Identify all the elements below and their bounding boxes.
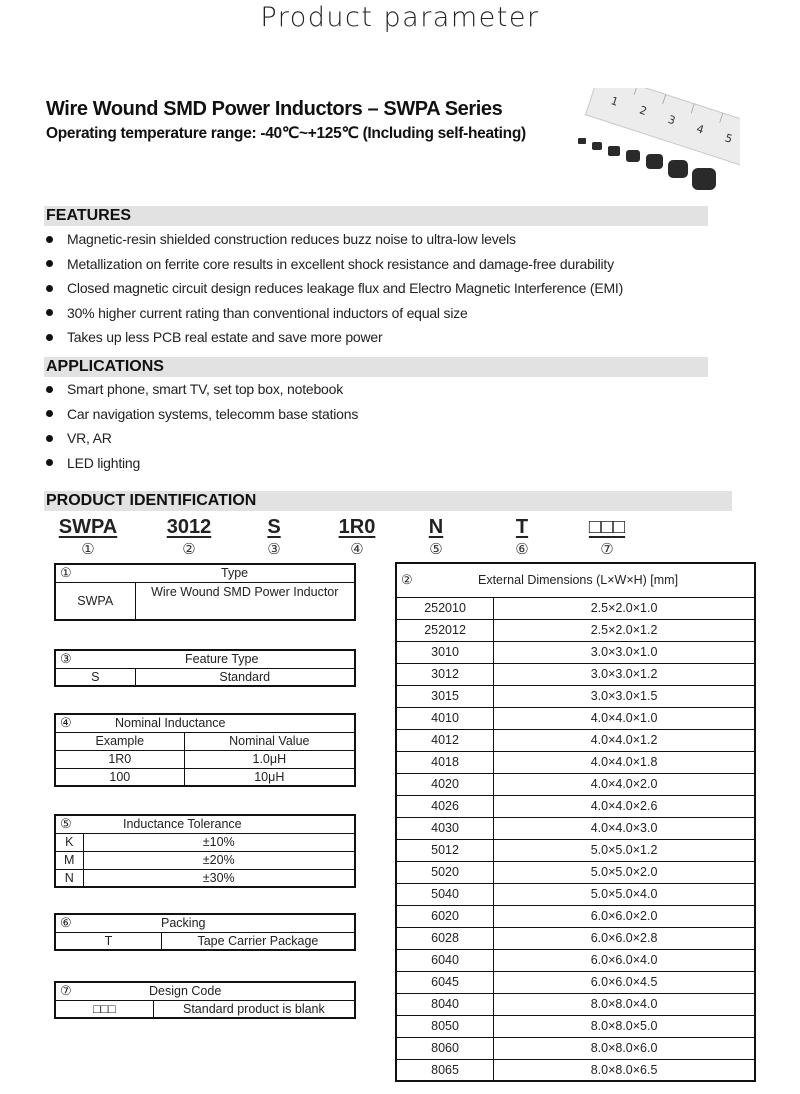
value-cell: 4.0×4.0×1.0 — [494, 707, 755, 729]
part-code-segment: S — [267, 516, 281, 538]
applications-list — [46, 377, 358, 475]
part-code-segment: N — [428, 516, 444, 538]
code-cell: M — [55, 851, 83, 869]
application-item-text: Car navigation systems, telecomm base stations — [67, 405, 359, 422]
code-cell: 5040 — [396, 883, 494, 905]
applications-heading: APPLICATIONS — [44, 357, 708, 377]
value-cell: 4.0×4.0×1.8 — [494, 751, 755, 773]
inductance-row — [55, 750, 355, 768]
code-cell: 3015 — [396, 685, 494, 707]
dimension-row — [396, 883, 755, 905]
part-code-segment: T — [515, 516, 529, 538]
part-code-index: ② — [182, 540, 196, 558]
value-cell: 5.0×5.0×2.0 — [494, 861, 755, 883]
dimension-row — [396, 597, 755, 619]
feature-description: Standard — [135, 668, 355, 686]
code-cell: 4012 — [396, 729, 494, 751]
code-cell: 4030 — [396, 817, 494, 839]
code-cell: 6040 — [396, 949, 494, 971]
series-title: Wire Wound SMD Power Inductors – SWPA Series — [46, 98, 503, 120]
inductance-col-example: Example — [55, 732, 184, 750]
design-code-table — [54, 981, 356, 1019]
inductance-table-title: Nominal Inductance — [83, 714, 355, 732]
value-cell: 10μH — [184, 768, 355, 786]
bullet-icon — [46, 334, 53, 341]
code-cell: 5012 — [396, 839, 494, 861]
tolerance-table-number: ⑤ — [55, 815, 83, 833]
value-cell: 8.0×8.0×5.0 — [494, 1015, 755, 1037]
page-title: Product parameter — [260, 2, 540, 33]
code-cell: 8065 — [396, 1059, 494, 1081]
svg-text:3: 3 — [666, 112, 677, 128]
value-cell: 6.0×6.0×2.8 — [494, 927, 755, 949]
operating-temperature: Operating temperature range: -40℃~+125℃ (Including self-heating) — [46, 125, 526, 142]
value-cell: 4.0×4.0×1.2 — [494, 729, 755, 751]
code-cell: 252012 — [396, 619, 494, 641]
application-item — [46, 377, 358, 402]
feature-type-table — [54, 649, 356, 687]
code-cell: N — [55, 869, 83, 887]
value-cell: 3.0×3.0×1.0 — [494, 641, 755, 663]
feature-table-title: Feature Type — [135, 650, 355, 668]
bullet-icon — [46, 285, 53, 292]
value-cell: ±20% — [83, 851, 355, 869]
bullet-icon — [46, 459, 53, 466]
part-code-index: ⑥ — [515, 540, 529, 558]
part-code-segment: □□□ — [588, 516, 626, 538]
feature-item — [46, 252, 623, 277]
part-code-index: ⑤ — [429, 540, 443, 558]
features-list — [46, 227, 623, 350]
dimension-row — [396, 971, 755, 993]
application-item-text: VR, AR — [67, 430, 112, 447]
code-cell: 252010 — [396, 597, 494, 619]
code-cell: 6045 — [396, 971, 494, 993]
external-dimensions-table — [395, 562, 756, 1082]
type-code: SWPA — [55, 582, 135, 620]
part-code-segment: 1R0 — [338, 516, 376, 538]
dimension-row — [396, 685, 755, 707]
value-cell: 4.0×4.0×2.0 — [494, 773, 755, 795]
dimension-row — [396, 1015, 755, 1037]
application-item — [46, 426, 358, 451]
type-table-title: Type — [135, 564, 355, 582]
packing-description: Tape Carrier Package — [161, 932, 355, 950]
inductance-tolerance-table — [54, 814, 356, 888]
product-photo — [560, 88, 740, 198]
svg-text:1: 1 — [609, 94, 620, 109]
bullet-icon — [46, 435, 53, 442]
feature-table-number: ③ — [55, 650, 135, 668]
nominal-inductance-table — [54, 713, 356, 787]
value-cell: 2.5×2.0×1.2 — [494, 619, 755, 641]
feature-item — [46, 325, 623, 350]
dimension-row — [396, 641, 755, 663]
code-cell: 4020 — [396, 773, 494, 795]
value-cell: 8.0×8.0×6.5 — [494, 1059, 755, 1081]
code-cell: K — [55, 833, 83, 851]
code-cell: 5020 — [396, 861, 494, 883]
code-cell: 4018 — [396, 751, 494, 773]
dimension-row — [396, 751, 755, 773]
value-cell: 4.0×4.0×3.0 — [494, 817, 755, 839]
code-cell: 8050 — [396, 1015, 494, 1037]
code-cell: 4010 — [396, 707, 494, 729]
value-cell: 6.0×6.0×2.0 — [494, 905, 755, 927]
dimension-row — [396, 927, 755, 949]
value-cell: 8.0×8.0×4.0 — [494, 993, 755, 1015]
value-cell: 6.0×6.0×4.0 — [494, 949, 755, 971]
type-table — [54, 563, 356, 621]
feature-item-text: Takes up less PCB real estate and save more power — [67, 329, 383, 346]
design-code: □□□ — [55, 1000, 153, 1018]
feature-code: S — [55, 668, 135, 686]
value-cell: 3.0×3.0×1.5 — [494, 685, 755, 707]
application-item-text: Smart phone, smart TV, set top box, notebook — [67, 381, 344, 398]
code-cell: 6028 — [396, 927, 494, 949]
dimension-row — [396, 795, 755, 817]
inductance-col-value: Nominal Value — [184, 732, 355, 750]
part-code-index: ⑦ — [600, 540, 614, 558]
dimension-row — [396, 861, 755, 883]
value-cell: ±30% — [83, 869, 355, 887]
part-code-segment: 3012 — [166, 516, 212, 538]
code-cell: 6020 — [396, 905, 494, 927]
tolerance-row — [55, 851, 355, 869]
packing-table-title: Packing — [83, 914, 355, 932]
application-item — [46, 402, 358, 427]
product-identification-heading: PRODUCT IDENTIFICATION — [44, 491, 732, 511]
feature-item — [46, 276, 623, 301]
packing-table-number: ⑥ — [55, 914, 83, 932]
feature-item-text: Metallization on ferrite core results in excellent shock resistance and damage-free durability — [67, 255, 614, 272]
value-cell: 6.0×6.0×4.5 — [494, 971, 755, 993]
code-cell: 8060 — [396, 1037, 494, 1059]
application-item-text: LED lighting — [67, 454, 141, 471]
dimension-row — [396, 619, 755, 641]
value-cell: 1.0μH — [184, 750, 355, 768]
part-code-index: ④ — [350, 540, 364, 558]
dimension-row — [396, 729, 755, 751]
design-table-number: ⑦ — [55, 982, 83, 1000]
design-table-title: Design Code — [83, 982, 355, 1000]
value-cell: 5.0×5.0×1.2 — [494, 839, 755, 861]
code-cell: 3012 — [396, 663, 494, 685]
bullet-icon — [46, 309, 53, 316]
feature-item-text: Closed magnetic circuit design reduces leakage flux and Electro Magnetic Interference (EMI) — [67, 280, 624, 297]
dimension-row — [396, 949, 755, 971]
packing-table — [54, 913, 356, 951]
inductance-row — [55, 768, 355, 786]
value-cell: 4.0×4.0×2.6 — [494, 795, 755, 817]
dimension-row — [396, 839, 755, 861]
dimension-row — [396, 1037, 755, 1059]
bullet-icon — [46, 236, 53, 243]
feature-item — [46, 227, 623, 252]
value-cell: 8.0×8.0×6.0 — [494, 1037, 755, 1059]
dimensions-table-title: External Dimensions (L×W×H) [mm] — [426, 563, 755, 597]
tolerance-table-title: Inductance Tolerance — [83, 815, 355, 833]
bullet-icon — [46, 386, 53, 393]
dimension-row — [396, 905, 755, 927]
type-description: Wire Wound SMD Power Inductor — [135, 582, 355, 620]
design-description: Standard product is blank — [153, 1000, 355, 1018]
bullet-icon — [46, 260, 53, 267]
feature-item-text: Magnetic-resin shielded construction reduces buzz noise to ultra-low levels — [67, 231, 516, 248]
inductance-table-number: ④ — [55, 714, 83, 732]
code-cell: 4026 — [396, 795, 494, 817]
feature-item-text: 30% higher current rating than conventional inductors of equal size — [67, 304, 468, 321]
part-code-index: ③ — [267, 540, 281, 558]
dimensions-table-number: ② — [396, 563, 426, 597]
part-code-index: ① — [81, 540, 95, 558]
code-cell: 100 — [55, 768, 184, 786]
value-cell: ±10% — [83, 833, 355, 851]
feature-item — [46, 301, 623, 326]
value-cell: 5.0×5.0×4.0 — [494, 883, 755, 905]
code-cell: 1R0 — [55, 750, 184, 768]
bullet-icon — [46, 410, 53, 417]
packing-code: T — [55, 932, 161, 950]
dimension-row — [396, 817, 755, 839]
svg-text:4: 4 — [694, 122, 706, 137]
svg-text:2: 2 — [637, 103, 649, 119]
value-cell: 3.0×3.0×1.2 — [494, 663, 755, 685]
application-item — [46, 451, 358, 476]
dimension-row — [396, 663, 755, 685]
code-cell: 3010 — [396, 641, 494, 663]
type-table-number: ① — [55, 564, 135, 582]
code-cell: 8040 — [396, 993, 494, 1015]
tolerance-row — [55, 833, 355, 851]
dimension-row — [396, 1059, 755, 1081]
value-cell: 2.5×2.0×1.0 — [494, 597, 755, 619]
part-code-segment: SWPA — [58, 516, 118, 538]
dimension-row — [396, 707, 755, 729]
tolerance-row — [55, 869, 355, 887]
svg-text:5: 5 — [723, 131, 735, 146]
dimension-row — [396, 993, 755, 1015]
features-heading: FEATURES — [44, 206, 708, 226]
dimension-row — [396, 773, 755, 795]
